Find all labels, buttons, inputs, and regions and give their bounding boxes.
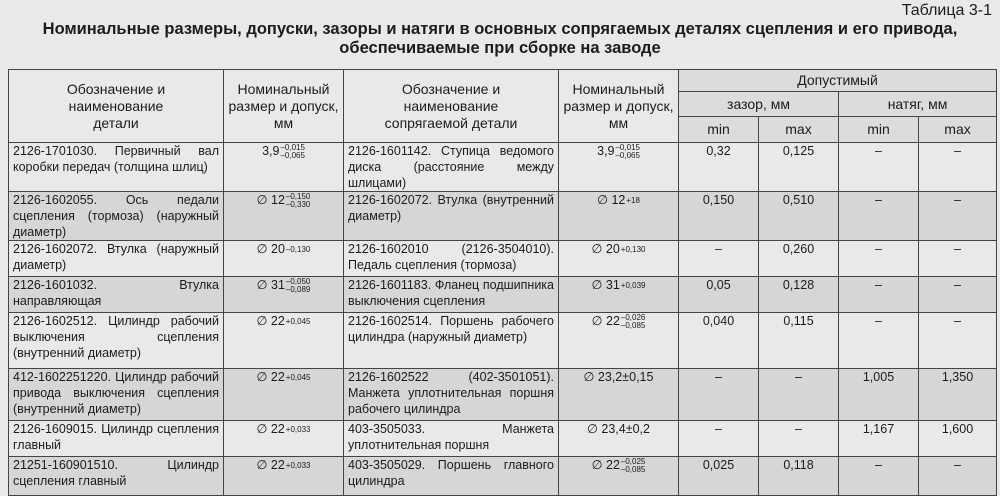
part-name: 2126-1602072. Втулка (наружный диаметр) <box>9 241 224 277</box>
size-value: 12 <box>271 193 285 207</box>
clearance-min: – <box>679 241 759 277</box>
mating-part-size <box>559 313 679 369</box>
clearance-min: 0,150 <box>679 192 759 241</box>
tolerance-lower: –0,065 <box>615 150 640 160</box>
table-row <box>9 421 997 457</box>
tolerance-lower: –0,089 <box>285 284 311 294</box>
diameter-icon: ∅ <box>256 278 271 292</box>
part-name: 412-1602251220. Цилиндр рабочий привода выключения сцепления (внутренний диаметр) <box>9 369 224 421</box>
tolerance <box>621 282 646 290</box>
diameter-icon: ∅ <box>256 422 271 436</box>
tolerance <box>286 246 310 254</box>
part-name: 2126-1609015. Цилиндр сцепления главный <box>9 421 224 457</box>
part-size <box>224 241 344 277</box>
interference-max: – <box>919 192 997 241</box>
mating-part-name: 2126-1602010 (2126-3504010). Педаль сцепления (тормоза) <box>344 241 559 277</box>
header-allowed: Допустимый <box>679 70 997 92</box>
size-value: 23,4±0,2 <box>601 422 650 436</box>
size-value: 22 <box>270 314 285 328</box>
tolerance <box>286 426 311 434</box>
size-value: 20 <box>271 242 285 256</box>
interference-max: – <box>919 313 997 369</box>
interference-min: – <box>839 457 919 496</box>
size-value: 22 <box>270 422 285 436</box>
clearance-max: – <box>759 421 839 457</box>
mating-part-size <box>559 277 679 313</box>
part-size <box>224 192 344 241</box>
tolerance-upper: –0,015 <box>280 142 305 152</box>
diameter-icon: ∅ <box>256 242 271 256</box>
tolerance-upper: +0,039 <box>620 280 646 290</box>
interference-max: – <box>919 143 997 192</box>
diameter-icon: ∅ <box>591 314 606 328</box>
tolerance-lower: –0,085 <box>620 320 646 330</box>
diameter-icon: ∅ <box>583 370 598 384</box>
mating-part-name: 2126-1601183. Фланец подшипника выключения сцепления <box>344 277 559 313</box>
clearance-min: 0,025 <box>679 457 759 496</box>
part-name: 2126-1602055. Ось педали сцепления (тормоза) (наружный диаметр) <box>9 192 224 241</box>
size-value: 12 <box>611 193 626 207</box>
part-size <box>224 421 344 457</box>
size-value: 22 <box>606 458 620 472</box>
tolerance <box>286 193 310 209</box>
diameter-icon: ∅ <box>587 422 602 436</box>
part-name: 21251-160901510. Цилиндр сцепления главный <box>9 457 224 496</box>
clearance-max: 0,510 <box>759 192 839 241</box>
clearance-max: 0,118 <box>759 457 839 496</box>
size-value: 23,2±0,15 <box>597 370 654 384</box>
clearance-max: – <box>759 369 839 421</box>
interference-min: – <box>839 143 919 192</box>
interference-min: 1,167 <box>839 421 919 457</box>
interference-min: – <box>839 192 919 241</box>
part-size <box>224 143 344 192</box>
tolerance <box>621 458 645 474</box>
tolerance-lower: –0,130 <box>285 244 311 254</box>
header-size-2: Номинальный размер и допуск, мм <box>559 70 679 143</box>
header-clearance: зазор, мм <box>679 92 839 117</box>
diameter-icon: ∅ <box>597 193 612 207</box>
table-row <box>9 143 997 192</box>
diameter-icon: ∅ <box>256 314 271 328</box>
tolerance <box>286 318 311 326</box>
mating-part-name: 403-3505029. Поршень главного цилиндра <box>344 457 559 496</box>
diameter-icon: ∅ <box>256 370 271 384</box>
tolerance-upper: +0,033 <box>285 424 311 434</box>
mating-part-size <box>559 143 679 192</box>
clearance-min: 0,05 <box>679 277 759 313</box>
table-row <box>9 313 997 369</box>
title-line-2: обеспечиваемые при сборке на заводе <box>339 39 661 57</box>
title-line-1: Номинальные размеры, допуски, зазоры и натяги в основных сопрягаемых деталях сцепления и его привода, <box>42 20 958 38</box>
tolerance <box>286 278 310 294</box>
mating-part-name: 2126-1601142. Ступица ведомого диска (расстояние между шлицами) <box>344 143 559 192</box>
tolerance-upper: –0,150 <box>285 191 311 201</box>
tolerance <box>621 246 646 254</box>
interference-min: – <box>839 277 919 313</box>
interference-max: 1,600 <box>919 421 997 457</box>
table-row <box>9 369 997 421</box>
diameter-icon: ∅ <box>591 278 606 292</box>
tolerance <box>286 374 311 382</box>
size-value: 31 <box>605 278 620 292</box>
clearance-min: – <box>679 421 759 457</box>
interference-max: – <box>919 457 997 496</box>
tolerance <box>626 197 640 205</box>
header-size: Номинальный размер и допуск, мм <box>224 70 344 143</box>
size-value: 20 <box>605 242 620 256</box>
diameter-icon: ∅ <box>591 242 606 256</box>
header-clearance-max: max <box>759 117 839 143</box>
clearance-min: – <box>679 369 759 421</box>
tolerance-upper: +0,130 <box>620 244 646 254</box>
tolerance-upper: –0,015 <box>615 142 640 152</box>
interference-min: – <box>839 313 919 369</box>
diameter-icon: ∅ <box>256 458 271 472</box>
tolerance-upper: +0,045 <box>285 316 311 326</box>
mating-part-size <box>559 457 679 496</box>
tolerance-upper: +0,033 <box>285 460 311 470</box>
size-value: 22 <box>606 314 620 328</box>
header-clearance-min: min <box>679 117 759 143</box>
part-size <box>224 277 344 313</box>
table-title <box>0 20 1000 58</box>
mating-part-size <box>559 241 679 277</box>
interference-min: – <box>839 241 919 277</box>
tolerance <box>621 314 645 330</box>
interference-max: – <box>919 277 997 313</box>
table-row <box>9 241 997 277</box>
tolerance-upper: –0,026 <box>620 312 646 322</box>
part-name: 2126-1701030. Первичный вал коробки передач (толщина шлиц) <box>9 143 224 192</box>
tolerance-upper: +18 <box>626 195 640 205</box>
clearance-max: 0,128 <box>759 277 839 313</box>
part-name: 2126-1602512. Цилиндр рабочий выключения сцепления (внутренний диаметр) <box>9 313 224 369</box>
header-interference: натяг, мм <box>839 92 997 117</box>
interference-max: – <box>919 241 997 277</box>
tolerance <box>286 462 311 470</box>
header-interference-min: min <box>839 117 919 143</box>
table-number: Таблица 3-1 <box>901 2 992 19</box>
diameter-icon: ∅ <box>256 193 271 207</box>
size-value: 31 <box>271 278 285 292</box>
size-value: 22 <box>270 458 285 472</box>
tolerance <box>280 144 304 160</box>
tolerance <box>615 144 639 160</box>
mating-part-name: 403-3505033. Манжета уплотнительная поршня <box>344 421 559 457</box>
diameter-icon: ∅ <box>591 458 606 472</box>
part-name: 2126-1601032. Втулка направляющая <box>9 277 224 313</box>
mating-part-size <box>559 369 679 421</box>
mating-part-name: 2126-1602514. Поршень рабочего цилиндра (наружный диаметр) <box>344 313 559 369</box>
header-part: Обозначение и наименование детали <box>9 70 224 143</box>
tolerance-lower: –0,085 <box>620 464 646 474</box>
mating-part-size <box>559 192 679 241</box>
mating-part-size <box>559 421 679 457</box>
spec-table <box>8 69 997 496</box>
clearance-min: 0,040 <box>679 313 759 369</box>
table-row <box>9 192 997 241</box>
part-size <box>224 369 344 421</box>
tolerance-lower: –0,330 <box>285 199 311 209</box>
clearance-max: 0,260 <box>759 241 839 277</box>
clearance-max: 0,125 <box>759 143 839 192</box>
interference-max: 1,350 <box>919 369 997 421</box>
mating-part-name: 2126-1602072. Втулка (внутренний диаметр) <box>344 192 559 241</box>
part-size <box>224 313 344 369</box>
part-size <box>224 457 344 496</box>
header-interference-max: max <box>919 117 997 143</box>
tolerance-lower: –0,065 <box>280 150 305 160</box>
size-value: 22 <box>270 370 285 384</box>
clearance-min: 0,32 <box>679 143 759 192</box>
table-row <box>9 457 997 496</box>
tolerance-upper: –0,025 <box>620 456 646 466</box>
tolerance-upper: –0,050 <box>285 276 311 286</box>
table-row <box>9 277 997 313</box>
mating-part-name: 2126-1602522 (402-3501051). Манжета уплотнительная поршня рабочего цилиндра <box>344 369 559 421</box>
size-value: 3,9 <box>262 144 280 158</box>
tolerance-upper: +0,045 <box>285 372 311 382</box>
table-body <box>9 143 997 496</box>
clearance-max: 0,115 <box>759 313 839 369</box>
size-value: 3,9 <box>597 144 615 158</box>
header-mating: Обозначение и наименование сопрягаемой детали <box>344 70 559 143</box>
interference-min: 1,005 <box>839 369 919 421</box>
